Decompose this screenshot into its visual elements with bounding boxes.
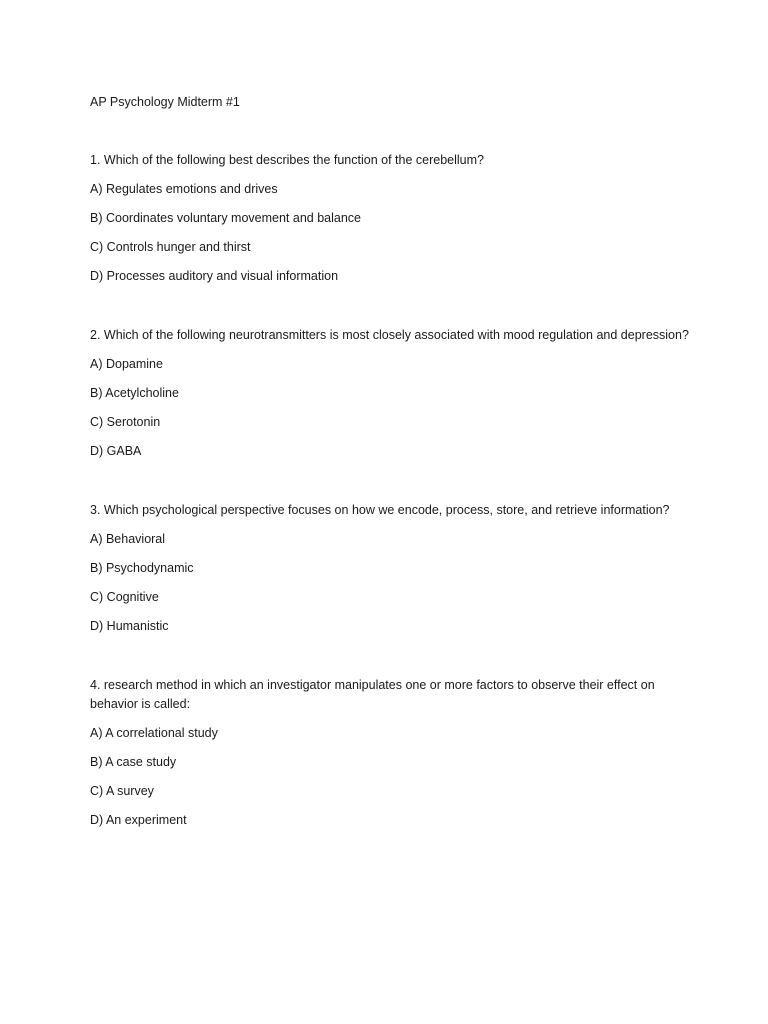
question-3 — [90, 501, 690, 636]
question-text: 3. Which psychological perspective focuses on how we encode, process, store, and retrieve information? — [90, 503, 670, 517]
answer-option-a: A) A correlational study — [90, 726, 218, 740]
answer-option-a: A) Behavioral — [90, 532, 166, 546]
answer-option-c: C) Cognitive — [90, 590, 159, 604]
answer-option-d: D) Processes auditory and visual information — [90, 269, 339, 283]
question-2 — [90, 326, 690, 461]
answer-option-d: D) An experiment — [90, 813, 187, 827]
answer-option-a: A) Regulates emotions and drives — [90, 182, 278, 196]
answer-option-b: B) Coordinates voluntary movement and balance — [90, 211, 361, 225]
answer-option-c: C) A survey — [90, 784, 154, 798]
question-text: 4. research method in which an investigator manipulates one or more factors to observe their effect on behavior is called: — [90, 678, 655, 711]
document-title: AP Psychology Midterm #1 — [90, 95, 240, 109]
answer-option-b: B) A case study — [90, 755, 177, 769]
question-text: 1. Which of the following best describes the function of the cerebellum? — [90, 153, 484, 167]
answer-option-b: B) Acetylcholine — [90, 386, 179, 400]
question-1 — [90, 151, 690, 286]
question-text: 2. Which of the following neurotransmitters is most closely associated with mood regulation and depression? — [90, 328, 689, 342]
answer-option-c: C) Controls hunger and thirst — [90, 240, 251, 254]
answer-option-d: D) Humanistic — [90, 619, 169, 633]
question-4 — [90, 676, 690, 830]
document-page — [90, 94, 690, 830]
answer-option-c: C) Serotonin — [90, 415, 161, 429]
answer-option-b: B) Psychodynamic — [90, 561, 194, 575]
answer-option-d: D) GABA — [90, 444, 142, 458]
answer-option-a: A) Dopamine — [90, 357, 163, 371]
